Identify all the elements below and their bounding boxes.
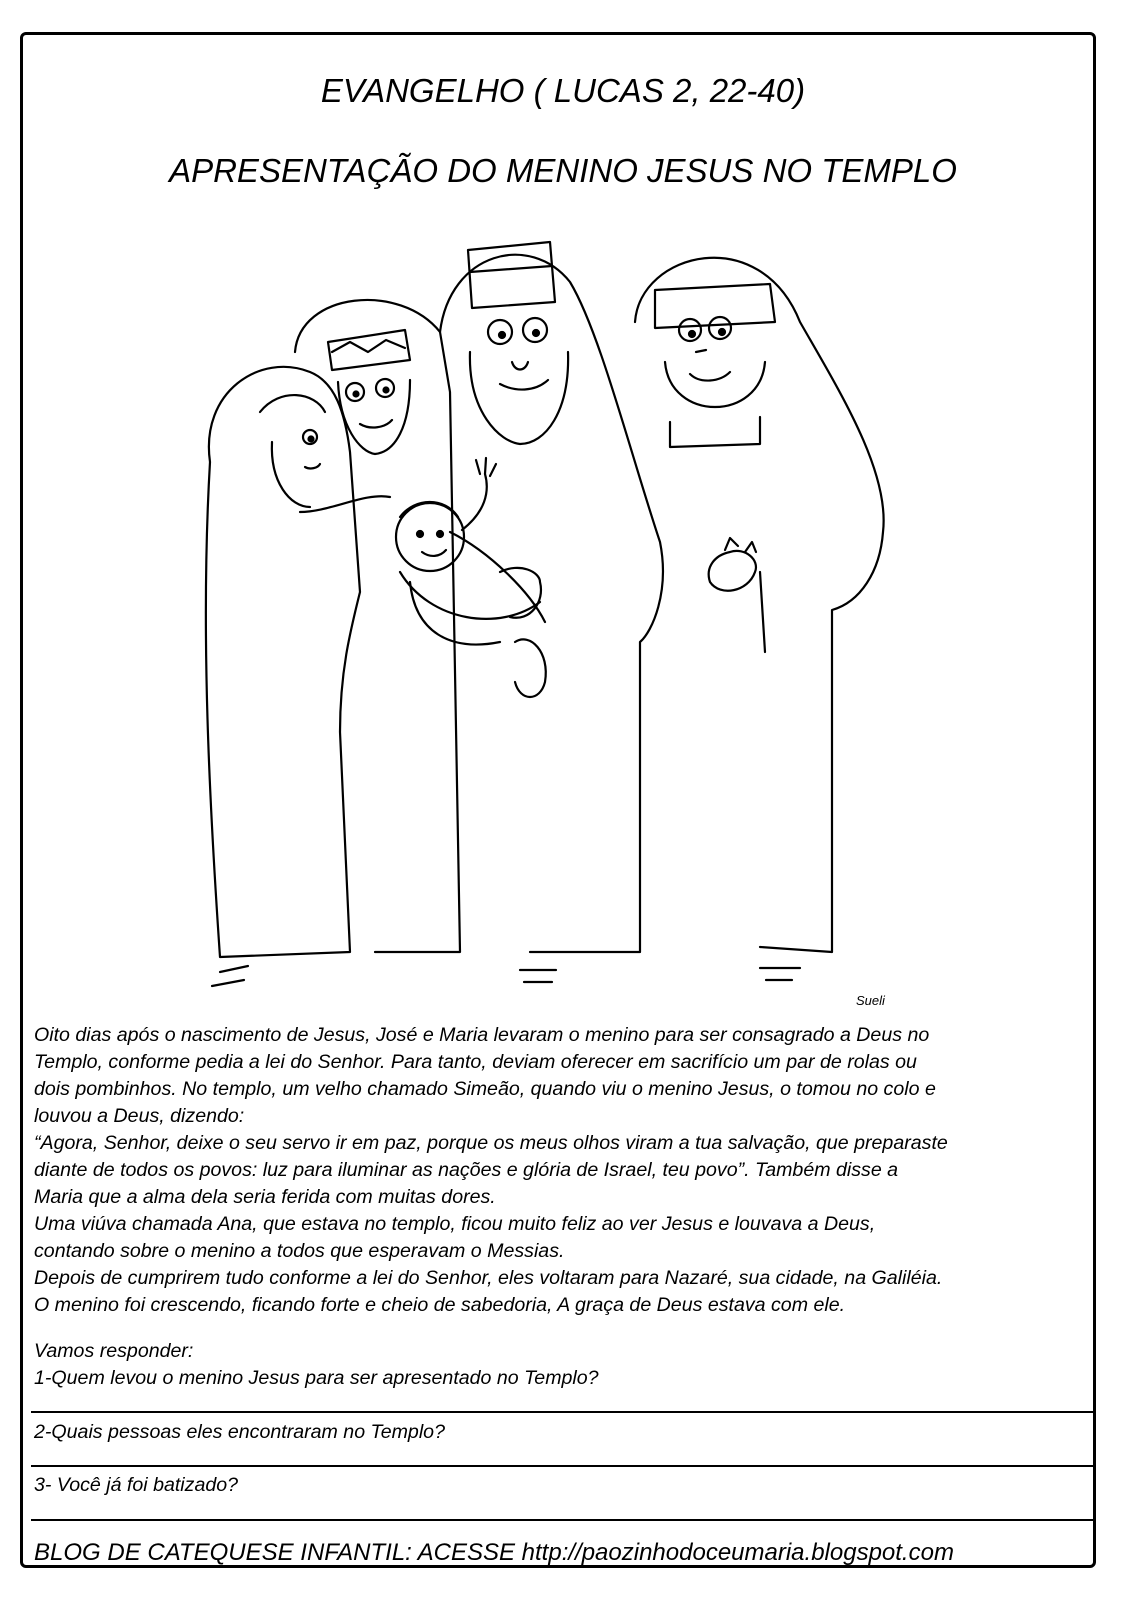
- answer-line-1[interactable]: [31, 1411, 1094, 1413]
- blog-footer: BLOG DE CATEQUESE INFANTIL: ACESSE http://paozinhodoceumaria.blogspot.com: [34, 1539, 954, 1566]
- story-line: Maria que a alma dela seria ferida com muitas dores.: [34, 1186, 496, 1208]
- story-line: Uma viúva chamada Ana, que estava no templo, ficou muito feliz ao ver Jesus e louvava a Deus,: [34, 1213, 876, 1235]
- mary-figure: [206, 367, 390, 957]
- coloring-illustration: [200, 212, 920, 1002]
- artist-signature: Sueli: [856, 993, 885, 1008]
- baby-jesus-figure: [396, 458, 540, 645]
- simeon-figure: [440, 242, 663, 952]
- story-line: Oito dias após o nascimento de Jesus, José e Maria levaram o menino para ser consagrado a Deus no: [34, 1024, 930, 1046]
- ground-marks: [212, 966, 800, 986]
- story-line: Templo, conforme pedia a lei do Senhor. Para tanto, deviam oferecer em sacrifício um par de rolas ou: [34, 1051, 917, 1073]
- story-line: “Agora, Senhor, deixe o seu servo ir em paz, porque os meus olhos viram a tua salvação, que preparaste: [34, 1132, 948, 1154]
- question-3: 3- Você já foi batizado?: [34, 1474, 239, 1496]
- man-with-doves-figure: [635, 258, 884, 952]
- question-2: 2-Quais pessoas eles encontraram no Templo?: [34, 1421, 445, 1443]
- story-line: dois pombinhos. No templo, um velho chamado Simeão, quando viu o menino Jesus, o tomou no colo e: [34, 1078, 936, 1100]
- story-line: contando sobre o menino a todos que esperavam o Messias.: [34, 1240, 565, 1262]
- story-line: louvou a Deus, dizendo:: [34, 1105, 245, 1127]
- story-line: O menino foi crescendo, ficando forte e cheio de sabedoria, A graça de Deus estava com ele.: [34, 1294, 846, 1316]
- questions-intro: Vamos responder:: [34, 1340, 194, 1362]
- page-subtitle: APRESENTAÇÃO DO MENINO JESUS NO TEMPLO: [169, 152, 957, 189]
- story-line: Depois de cumprirem tudo conforme a lei do Senhor, eles voltaram para Nazaré, sua cidade, na Galiléia.: [34, 1267, 943, 1289]
- story-text: [34, 1022, 1104, 1319]
- story-line: diante de todos os povos: luz para iluminar as nações e glória de Israel, teu povo”. Também disse a: [34, 1159, 899, 1181]
- anna-figure: [295, 300, 460, 952]
- question-1: 1-Quem levou o menino Jesus para ser apresentado no Templo?: [34, 1367, 599, 1389]
- page-title: EVANGELHO ( LUCAS 2, 22-40): [320, 72, 806, 109]
- answer-line-3[interactable]: [31, 1519, 1094, 1521]
- answer-line-2[interactable]: [31, 1465, 1094, 1467]
